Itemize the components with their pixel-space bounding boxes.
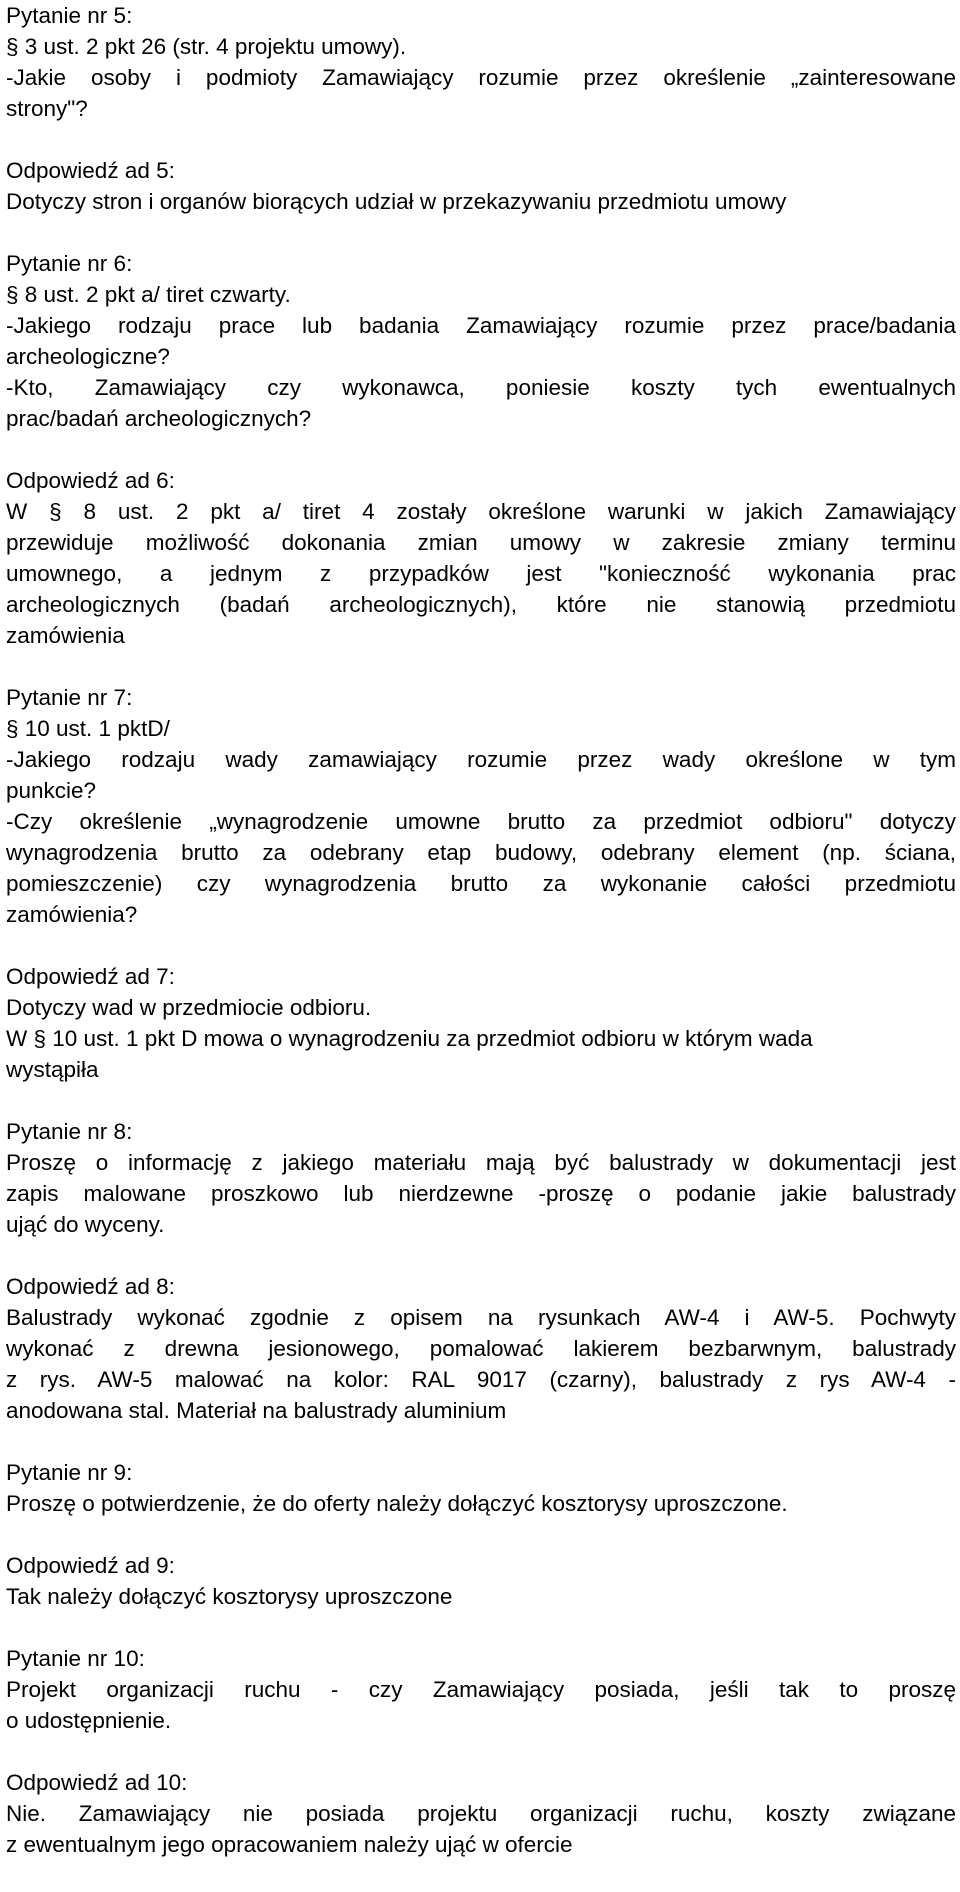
text-line: Balustrady wykonać zgodnie z opisem na rysunkach AW-4 i AW-5. Pochwyty [6, 1305, 956, 1330]
text-line: Odpowiedź ad 5: [6, 158, 175, 183]
text-line: archeologicznych (badań archeologicznych), które nie stanowią przedmiotu [6, 592, 956, 617]
paragraph-gap [6, 217, 956, 248]
text-line: Pytanie nr 6: [6, 251, 133, 276]
text-line: Pytanie nr 9: [6, 1460, 133, 1485]
document-body [6, 0, 956, 1860]
text-line: § 3 ust. 2 pkt 26 (str. 4 projektu umowy). [6, 34, 407, 59]
text-line: Pytanie nr 5: [6, 3, 133, 28]
text-line: Dotyczy wad w przedmiocie odbioru. [6, 995, 372, 1020]
text-line: Odpowiedź ad 9: [6, 1553, 175, 1578]
text-line: Odpowiedź ad 7: [6, 964, 175, 989]
text-line: zamówienia [6, 623, 125, 648]
text-line: W § 10 ust. 1 pkt D mowa o wynagrodzeniu za przedmiot odbioru w którym wada [6, 1026, 813, 1051]
text-line: Pytanie nr 7: [6, 685, 133, 710]
text-line: Odpowiedź ad 8: [6, 1274, 175, 1299]
text-line: z ewentualnym jego opracowaniem należy ująć w ofercie [6, 1832, 573, 1857]
paragraph-gap [6, 1085, 956, 1116]
text-line: Proszę o informację z jakiego materiału mają być balustrady w dokumentacji jest [6, 1150, 956, 1175]
text-line: wystąpiła [6, 1057, 99, 1082]
text-line: -Jakie osoby i podmioty Zamawiający rozumie przez określenie „zainteresowane [6, 65, 956, 90]
text-line: W § 8 ust. 2 pkt a/ tiret 4 zostały określone warunki w jakich Zamawiający [6, 499, 956, 524]
text-line: wynagrodzenia brutto za odebrany etap budowy, odebrany element (np. ściana, [6, 840, 956, 865]
text-line: prac/badań archeologicznych? [6, 406, 312, 431]
text-line: z rys. AW-5 malować na kolor: RAL 9017 (czarny), balustrady z rys AW-4 - [6, 1367, 956, 1392]
paragraph-gap [6, 930, 956, 961]
text-line: Dotyczy stron i organów biorących udział w przekazywaniu przedmiotu umowy [6, 189, 787, 214]
text-line: -Jakiego rodzaju prace lub badania Zamawiający rozumie przez prace/badania [6, 313, 956, 338]
text-line: Pytanie nr 8: [6, 1119, 133, 1144]
text-line: Tak należy dołączyć kosztorysy uproszczone [6, 1584, 453, 1609]
text-line: ująć do wyceny. [6, 1212, 165, 1237]
text-line: wykonać z drewna jesionowego, pomalować lakierem bezbarwnym, balustrady [6, 1336, 956, 1361]
paragraph-gap [6, 1240, 956, 1271]
paragraph-gap [6, 1736, 956, 1767]
text-line: pomieszczenie) czy wynagrodzenia brutto za wykonanie całości przedmiotu [6, 871, 956, 896]
text-line: punkcie? [6, 778, 97, 803]
text-line: § 10 ust. 1 pktD/ [6, 716, 170, 741]
text-line: zamówienia? [6, 902, 138, 927]
text-line: -Jakiego rodzaju wady zamawiający rozumie przez wady określone w tym [6, 747, 956, 772]
text-line: -Czy określenie „wynagrodzenie umowne brutto za przedmiot odbioru" dotyczy [6, 809, 956, 834]
text-line: Nie. Zamawiający nie posiada projektu organizacji ruchu, koszty związane [6, 1801, 956, 1826]
text-line: Odpowiedź ad 10: [6, 1770, 188, 1795]
text-line: strony"? [6, 96, 88, 121]
paragraph-gap [6, 1426, 956, 1457]
paragraph-gap [6, 434, 956, 465]
paragraph-gap [6, 124, 956, 155]
text-line: umownego, a jednym z przypadków jest "konieczność wykonania prac [6, 561, 956, 586]
text-line: § 8 ust. 2 pkt a/ tiret czwarty. [6, 282, 291, 307]
text-line: Proszę o potwierdzenie, że do oferty należy dołączyć kosztorysy uproszczone. [6, 1491, 788, 1516]
text-line: przewiduje możliwość dokonania zmian umowy w zakresie zmiany terminu [6, 530, 956, 555]
paragraph-gap [6, 1519, 956, 1550]
text-line: Projekt organizacji ruchu - czy Zamawiający posiada, jeśli tak to proszę [6, 1677, 956, 1702]
text-line: Odpowiedź ad 6: [6, 468, 175, 493]
text-line: archeologiczne? [6, 344, 170, 369]
text-line: anodowana stal. Materiał na balustrady aluminium [6, 1398, 507, 1423]
text-line: zapis malowane proszkowo lub nierdzewne -proszę o podanie jakie balustrady [6, 1181, 956, 1206]
paragraph-gap [6, 1612, 956, 1643]
text-line: -Kto, Zamawiający czy wykonawca, poniesie koszty tych ewentualnych [6, 375, 956, 400]
text-line: o udostępnienie. [6, 1708, 172, 1733]
paragraph-gap [6, 651, 956, 682]
text-line: Pytanie nr 10: [6, 1646, 145, 1671]
